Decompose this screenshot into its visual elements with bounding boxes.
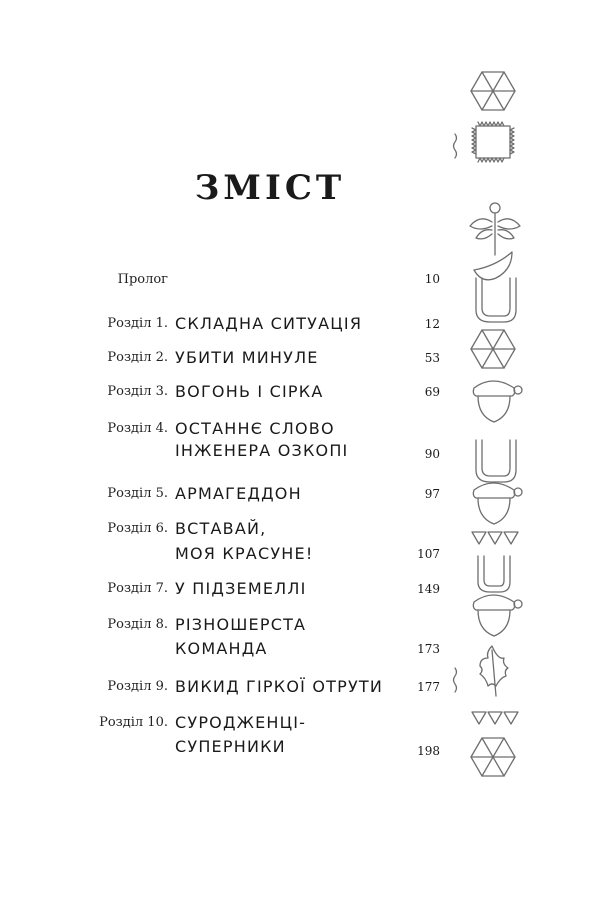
chapter-title-line-2: ІНЖЕНЕРА ОЗКОПІ <box>175 441 349 460</box>
chapter-label: Розділ 7. <box>107 581 168 596</box>
page-number: 69 <box>424 385 440 399</box>
chapter-label: Розділ 6. <box>107 521 168 536</box>
page-number: 173 <box>417 642 440 656</box>
dragonfly-ornament-icon <box>470 203 520 255</box>
u-shape-ornament-icon <box>476 278 516 322</box>
acorn-ornament-icon <box>473 595 522 636</box>
page-number: 90 <box>424 447 440 461</box>
triangle-row-ornament-icon <box>472 712 518 724</box>
triangle-row-ornament-icon <box>472 532 518 544</box>
page-number: 149 <box>417 582 440 596</box>
chapter-label: Розділ 10. <box>99 715 168 730</box>
chapter-label: Розділ 1. <box>107 316 168 331</box>
u-shape-ornament-icon <box>476 440 516 482</box>
chapter-title-line-1: ВСТАВАЙ, <box>175 519 267 538</box>
chapter-title: ВОГОНЬ І СІРКА <box>175 382 324 401</box>
chapter-label: Розділ 4. <box>107 421 168 436</box>
paisley-ornament-icon <box>474 252 512 280</box>
oak-leaf-ornament-icon <box>480 646 508 696</box>
acorn-ornament-icon <box>473 483 522 524</box>
acorn-ornament-icon <box>473 381 522 422</box>
page-number: 107 <box>417 547 440 561</box>
chapter-title-line-2: СУПЕРНИКИ <box>175 737 286 756</box>
chapter-label: Розділ 3. <box>107 384 168 399</box>
chapter-label: Пролог <box>117 272 168 287</box>
decorative-ornament-column <box>452 70 532 790</box>
page-number: 177 <box>417 680 440 694</box>
chapter-title: АРМАГЕДДОН <box>175 484 302 503</box>
chapter-title-line-2: МОЯ КРАСУНЕ! <box>175 544 314 563</box>
chapter-title: ВИКИД ГІРКОЇ ОТРУТИ <box>175 677 384 696</box>
stamp-ornament-icon <box>472 122 514 162</box>
page-number: 198 <box>417 744 440 758</box>
chapter-title: У ПІДЗЕМЕЛЛІ <box>175 579 307 598</box>
page-number: 12 <box>424 317 440 331</box>
chapter-label: Розділ 5. <box>107 486 168 501</box>
chapter-label: Розділ 2. <box>107 350 168 365</box>
u-shape-ornament-icon <box>478 556 510 592</box>
squiggle-ornament-icon <box>454 134 457 158</box>
chapter-label: Розділ 9. <box>107 679 168 694</box>
chapter-title: СКЛАДНА СИТУАЦІЯ <box>175 314 363 333</box>
page-number: 97 <box>424 487 440 501</box>
hexagon-ornament-icon <box>471 738 515 776</box>
chapter-title-line-1: РІЗНОШЕРСТА <box>175 615 307 634</box>
chapter-title: УБИТИ МИНУЛЕ <box>175 348 319 367</box>
page-title: ЗМІСТ <box>194 168 346 208</box>
hexagon-ornament-icon <box>471 72 515 110</box>
chapter-label: Розділ 8. <box>107 617 168 632</box>
page-number: 53 <box>424 351 440 365</box>
squiggle-ornament-icon <box>454 668 457 692</box>
page-number: 10 <box>424 272 440 286</box>
chapter-title-line-1: ОСТАННЄ СЛОВО <box>175 419 335 438</box>
chapter-title-line-2: КОМАНДА <box>175 639 268 658</box>
chapter-title-line-1: СУРОДЖЕНЦІ- <box>175 713 307 732</box>
hexagon-ornament-icon <box>471 330 515 368</box>
